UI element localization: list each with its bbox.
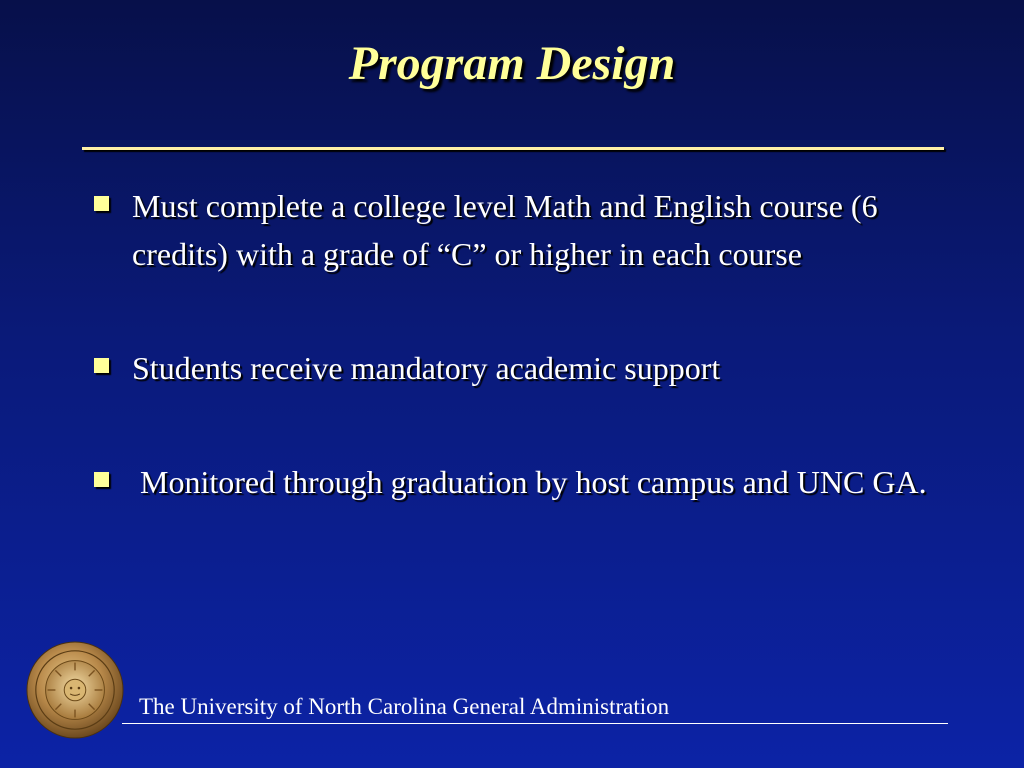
bullet-list <box>90 182 950 506</box>
slide-title: Program Design <box>348 37 676 90</box>
bullet-item <box>90 458 950 506</box>
footer-divider <box>122 723 948 724</box>
square-bullet-icon <box>94 472 109 487</box>
university-seal-icon <box>26 641 124 739</box>
square-bullet-icon <box>94 196 109 211</box>
bullet-text: Must complete a college level Math and English course (6 credits) with a grade of “C” or higher in each course <box>132 188 878 272</box>
footer-organization: The University of North Carolina General Administration <box>139 694 670 719</box>
bullet-item <box>90 182 950 278</box>
bullet-text: Monitored through graduation by host campus and UNC GA. <box>132 464 927 500</box>
square-bullet-icon <box>94 358 109 373</box>
title-divider <box>82 147 944 150</box>
bullet-item <box>90 344 950 392</box>
bullet-text: Students receive mandatory academic support <box>132 350 721 386</box>
